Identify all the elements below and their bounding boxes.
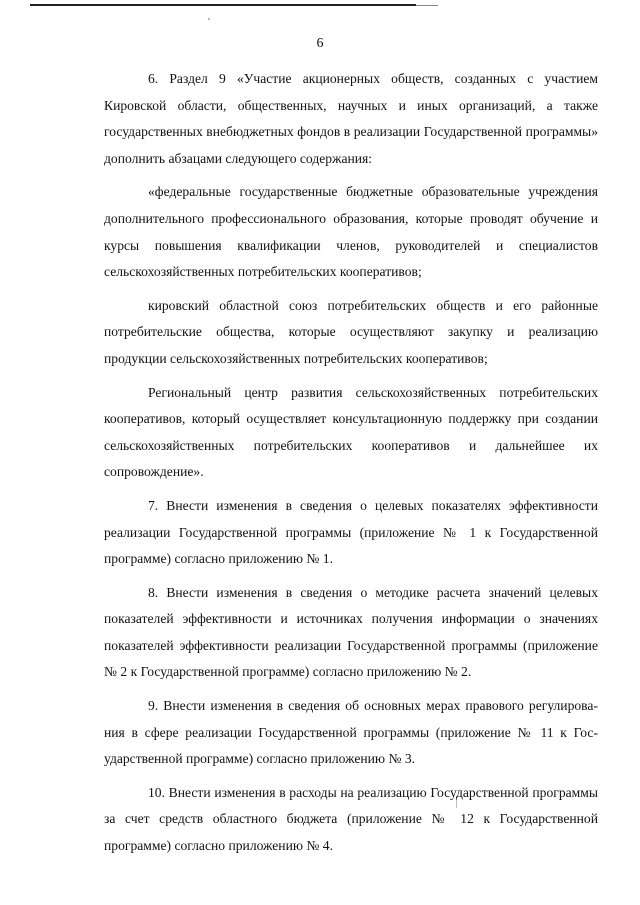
page-number: 6 [316, 36, 324, 51]
paragraph-item-9: 9. Внести изменения в сведения об основных мерах правового регулирования в сфере реализации Государственной программы (приложение № 11 к Государственной программе) согласно приложению № 3. [104, 698, 598, 767]
paragraph-kirov-union: кировский областной союз потребительских обществ и его районные потребительские общества, которые осуществляют закупку и реализацию продукции сельскохозяйственных потребительских кооперативов; [104, 297, 598, 366]
paragraph-regional-center: Региональный центр развития сельскохозяйственных потребительских кооперативов, который осуществляет консультационную поддержку при создании сельскохозяйственных потребительских кооперативов и дальнейшее их сопровождение». [104, 384, 598, 480]
scan-speck [208, 18, 210, 20]
paragraph-federal-institutions: «федеральные государственные бюджетные образовательные учреждения дополнительного профессионального образования, которые проводят обучение и курсы повышения квалификации членов, руководителей и специалистов сельскохозяйственных потребительских кооперативов; [104, 184, 598, 280]
paragraph-item-8: 8. Внести изменения в сведения о методике расчета значений целевых показателей эффективности и источниках получения информации о значениях показателей эффективности реализации Государственной программы (приложение № 2 к Государственной программе) согласно приложению № 2. [104, 584, 598, 680]
paragraph-section-9: 6. Раздел 9 «Участие акционерных обществ, созданных с участием Кировской области, общественных, научных и иных организаций, а также государственных внебюджетных фондов в реализации Государственной программы» дополнить абзацами следующего содержания: [104, 71, 598, 166]
top-rule-tail [416, 5, 438, 6]
paragraph-item-7: 7. Внести изменения в сведения о целевых показателях эффективности реализации Государственной программы (приложение № 1 к Государственной программе) согласно приложению № 1. [104, 497, 598, 567]
paragraph-item-10: 10. Внести изменения в расходы на реализацию Государственной программы за счет средств областного бюджета (приложение № 12 к Государственной программе) согласно приложению № 4. [104, 784, 598, 854]
document-body [104, 66, 598, 867]
top-rule [30, 4, 416, 6]
